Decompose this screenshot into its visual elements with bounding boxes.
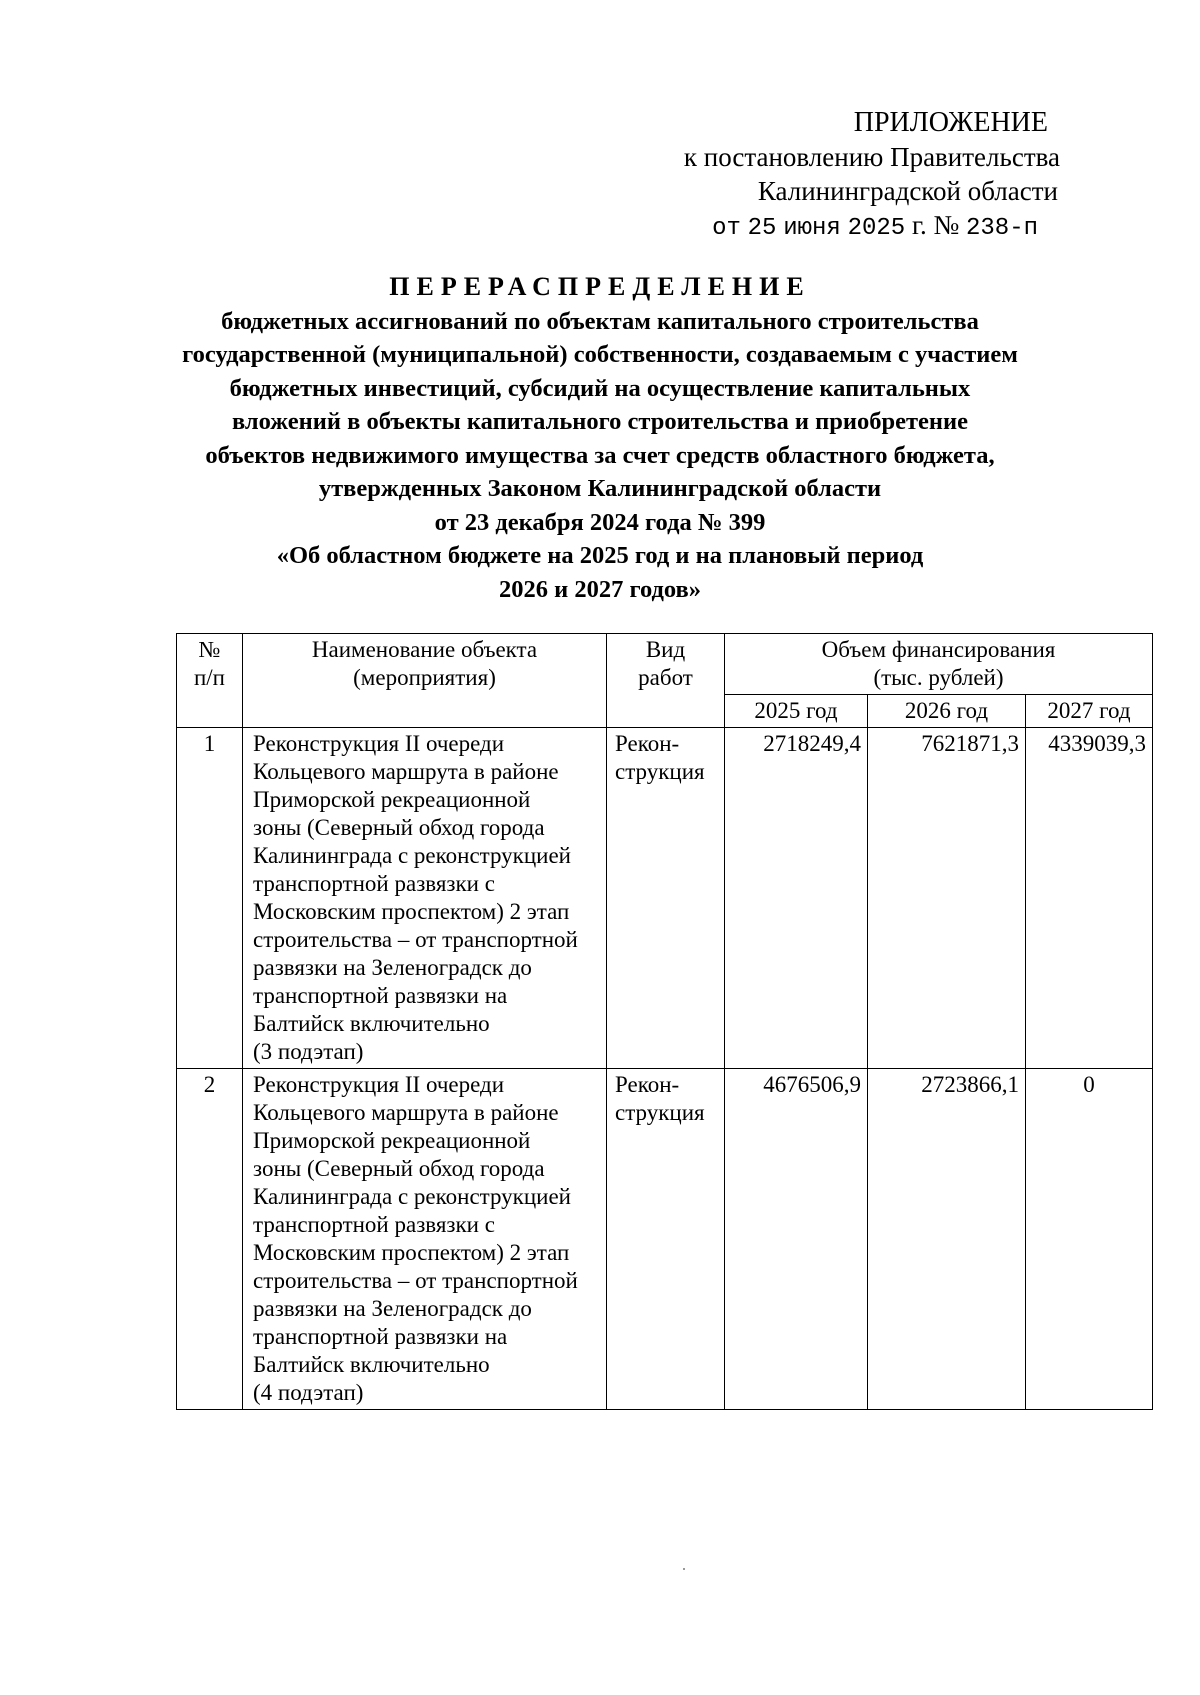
- work-kind-line: Рекон-: [615, 1072, 680, 1097]
- annex-date-month: июня: [783, 215, 841, 242]
- table-row: [177, 728, 1153, 1069]
- header-name: [243, 634, 607, 728]
- object-name-line: развязки на Зеленоградск до: [253, 955, 532, 980]
- object-name-line: транспортной развязки на: [253, 1324, 508, 1349]
- object-name-line: Московским проспектом) 2 этап: [253, 899, 570, 924]
- object-name-line: Реконструкция II очереди: [253, 1072, 505, 1097]
- table-row: [177, 1069, 1153, 1410]
- object-name-line: Кольцевого маршрута в районе: [253, 759, 559, 784]
- header-kind: [607, 634, 725, 728]
- row-num: 1: [177, 728, 243, 1069]
- row-amount-2026: 7621871,3: [868, 728, 1026, 1069]
- object-name-line: (3 подэтап): [253, 1039, 364, 1064]
- header-num-line: №: [198, 637, 221, 662]
- object-name-line: Калининграда с реконструкцией: [253, 843, 571, 868]
- object-name-line: зоны (Северный обход города: [253, 815, 545, 840]
- header-financing: [725, 634, 1153, 695]
- object-name-line: транспортной развязки с: [253, 1212, 495, 1237]
- row-work-kind: [607, 1069, 725, 1410]
- heading-line: «Об областном бюджете на 2025 год и на плановый период: [276, 542, 924, 569]
- object-name-line: Приморской рекреационной: [253, 787, 531, 812]
- annex-line-region: Калининградской области: [757, 176, 1058, 206]
- heading-line: государственной (муниципальной) собственности, создаваемым с участием: [182, 341, 1018, 368]
- row-amount-2026: 2723866,1: [868, 1069, 1026, 1410]
- object-name-line: Балтийск включительно: [253, 1011, 490, 1036]
- row-num: 2: [177, 1069, 243, 1410]
- annex-line-resolution: к постановлению Правительства: [683, 142, 1060, 172]
- heading-line: бюджетных инвестиций, субсидий на осуществление капитальных: [229, 374, 971, 402]
- object-name-line: развязки на Зеленоградск до: [253, 1296, 532, 1321]
- row-work-kind: [607, 728, 725, 1069]
- annex-date-suffix: г. №: [911, 210, 960, 240]
- header-name-line: (мероприятия): [353, 665, 496, 690]
- row-object-name: [243, 728, 607, 1069]
- header-year: 2027 год: [1026, 695, 1153, 728]
- heading-line: бюджетных ассигнований по объектам капитального строительства: [221, 307, 979, 335]
- header-num: [177, 634, 243, 728]
- object-name-line: (4 подэтап): [253, 1380, 364, 1405]
- header-num-line: п/п: [193, 665, 225, 690]
- object-name-line: Приморской рекреационной: [253, 1128, 531, 1153]
- heading-title: ПЕРЕРАСПРЕДЕЛЕНИЕ: [389, 272, 811, 301]
- header-year: 2025 год: [725, 695, 868, 728]
- object-name-line: строительства – от транспортной: [253, 1268, 578, 1293]
- document-heading: [150, 270, 1050, 606]
- work-kind-line: Рекон-: [615, 731, 680, 756]
- header-kind-line: Вид: [645, 637, 686, 662]
- annex-date-year: 2025: [847, 215, 906, 242]
- row-amount-2025: 4676506,9: [725, 1069, 868, 1410]
- header-year: 2026 год: [868, 695, 1026, 728]
- annex-title: ПРИЛОЖЕНИЕ: [853, 107, 1048, 138]
- object-name-line: Кольцевого маршрута в районе: [253, 1100, 559, 1125]
- row-amount-2027: 4339039,3: [1026, 728, 1153, 1069]
- header-financing-line: Объем финансирования: [821, 637, 1056, 662]
- heading-line: 2026 и 2027 годов»: [498, 575, 702, 603]
- annex-stamp: [640, 106, 1060, 246]
- object-name-line: Московским проспектом) 2 этап: [253, 1240, 570, 1265]
- header-kind-line: работ: [638, 665, 693, 690]
- allocation-table: [176, 633, 1153, 1410]
- row-amount-2027: 0: [1026, 1069, 1153, 1410]
- heading-line: объектов недвижимого имущества за счет средств областного бюджета,: [205, 441, 995, 469]
- object-name-line: транспортной развязки на: [253, 983, 508, 1008]
- object-name-line: транспортной развязки с: [253, 871, 495, 896]
- work-kind-line: струкция: [615, 1100, 705, 1125]
- scan-speck: [683, 1568, 685, 1570]
- object-name-line: зоны (Северный обход города: [253, 1156, 545, 1181]
- annex-number: 238-п: [965, 215, 1038, 242]
- header-financing-line: (тыс. рублей): [873, 665, 1004, 690]
- row-amount-2025: 2718249,4: [725, 728, 868, 1069]
- heading-line: утвержденных Законом Калининградской области: [318, 475, 882, 502]
- annex-date-line: [640, 208, 1060, 246]
- annex-date-prefix: от: [712, 215, 741, 242]
- work-kind-line: струкция: [615, 759, 705, 784]
- heading-line: от 23 декабря 2024 года № 399: [434, 508, 766, 536]
- object-name-line: Балтийск включительно: [253, 1352, 490, 1377]
- object-name-line: Реконструкция II очереди: [253, 731, 505, 756]
- object-name-line: строительства – от транспортной: [253, 927, 578, 952]
- object-name-line: Калининграда с реконструкцией: [253, 1184, 571, 1209]
- annex-date-day: 25: [747, 215, 777, 242]
- heading-line: вложений в объекты капитального строительства и приобретение: [232, 408, 968, 435]
- table-header-row: [177, 634, 1153, 695]
- row-object-name: [243, 1069, 607, 1410]
- header-name-line: Наименование объекта: [311, 637, 538, 662]
